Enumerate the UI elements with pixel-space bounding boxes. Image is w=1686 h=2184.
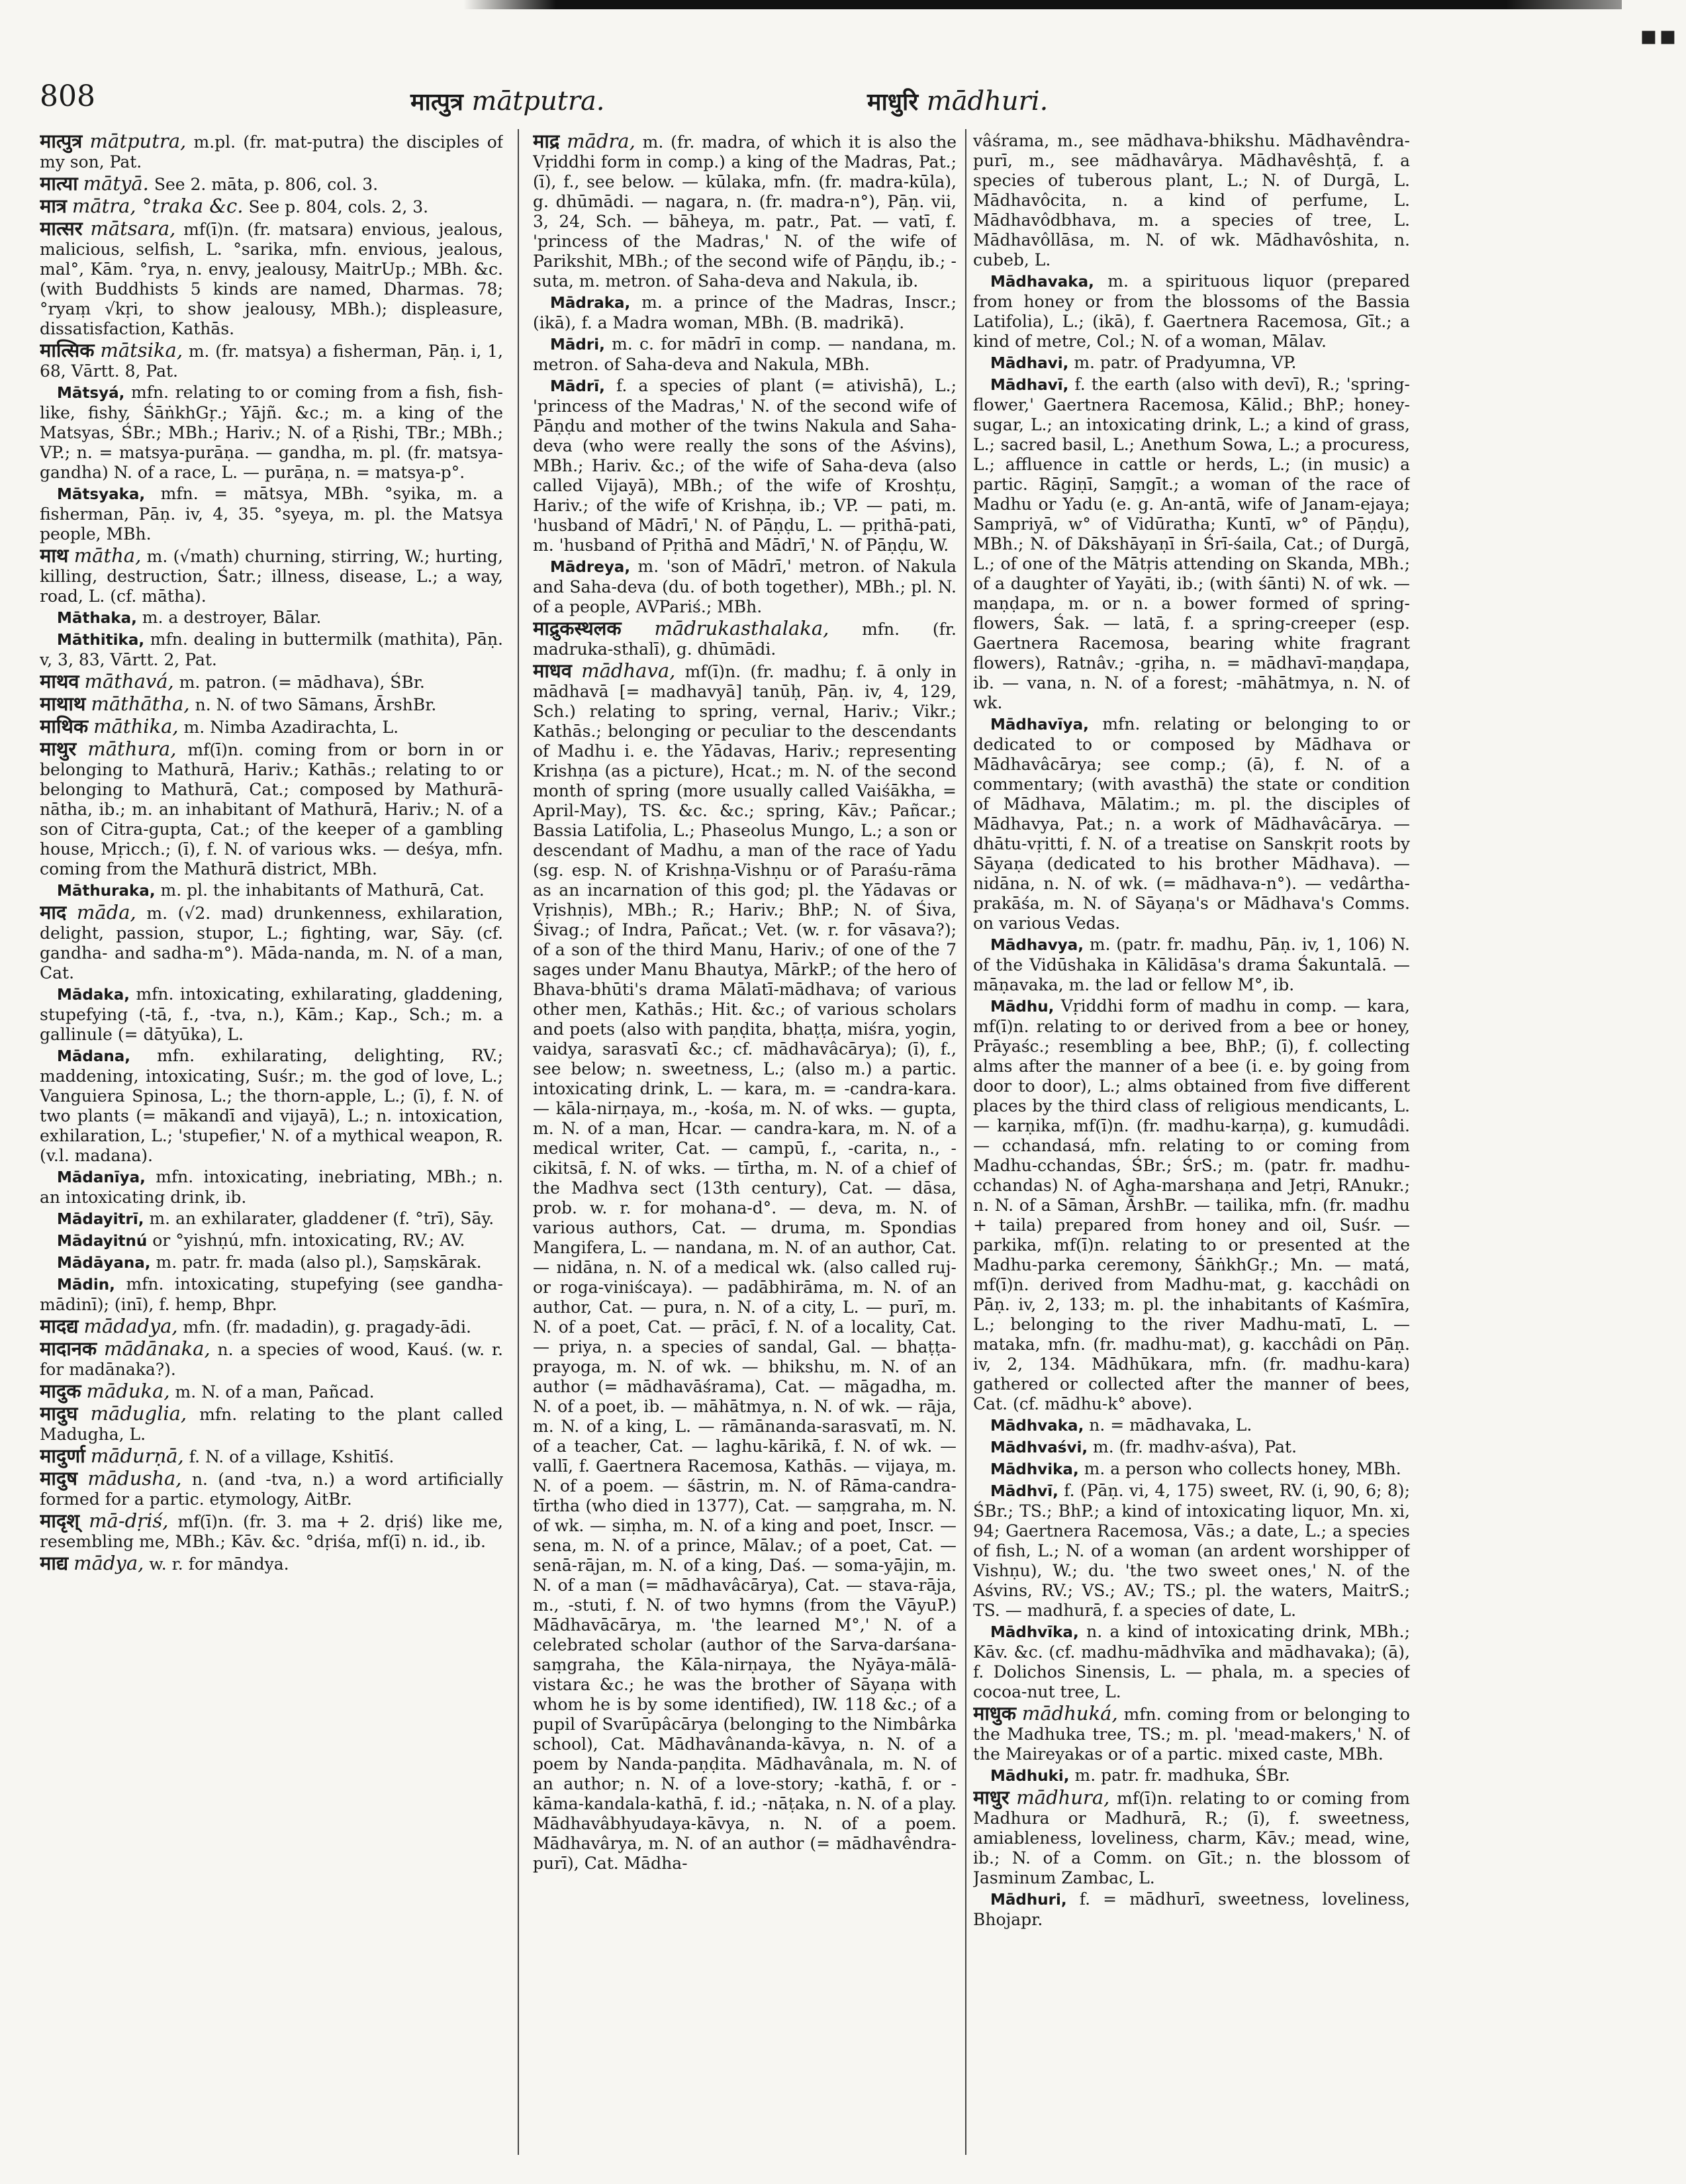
entry-headword: mādrukasthalaka, <box>654 617 829 640</box>
dictionary-subentry <box>973 1622 1410 1702</box>
entry-devanagari: मादद्य <box>40 1315 79 1337</box>
entry-definition: m. (fr. madra, of which it is also the Vṛiddhi form in comp.) a king of the Madras, Pat.; (ī), f., see below. — kūlaka, mfn. (fr. madra-kūla), g. dhūmādi. — nagara, n. (fr. madra-n°), Pāṇ. vii, 3, 24, Sch. — bāheya, m. patr., Pat. — vatī, f. 'princess of the Madras,' N. of the wife of Parikshit, MBh.; of the second wife of Pāṇḍu, ib.; -suta, m. metron. of Saha-deva and Nakula, ib. <box>533 132 957 291</box>
entry-definition: m. N. of a man, Pañcad. <box>169 1382 375 1401</box>
entry-definition: m. patr. fr. madhuka, ŚBr. <box>1069 1766 1290 1785</box>
entry-devanagari: माद <box>40 901 67 924</box>
entry-headword: māthātha, <box>91 692 190 715</box>
dictionary-entry <box>40 716 503 737</box>
entry-headword: Mādanīya, <box>57 1169 146 1186</box>
dictionary-entry <box>533 618 957 659</box>
entry-headword: Mādraka, <box>550 295 631 312</box>
dictionary-subentry <box>533 293 957 333</box>
dictionary-entry <box>40 739 503 879</box>
entry-definition: m. 'son of Mādrī,' metron. of Nakula and Saha-deva (du. of both together), MBh.; pl. N. of a people, AVPariś.; MBh. <box>533 557 957 616</box>
dictionary-subentry <box>973 1459 1410 1480</box>
scan-edge-bar <box>463 0 1622 9</box>
entry-headword: mā-dṛiś, <box>89 1509 169 1532</box>
entry-definition: f. a species of plant (= ativishā), L.; 'princess of the Madras,' N. of the second wife of Pāṇḍu and mother of the twins Nakula and Saha-deva (who were really the sons of the Aśvins), MBh.; Hariv. &c.; of the wife of Saha-deva (also called Vijayā), MBh.; of the wife of Kroshṭu, Hariv.; of the wife of Krishṇa, ib.; VP. — pati, m. 'husband of Mādrī,' N. of Pāṇḍu, L. — pṛithā-pati, m. 'husband of Pṛithā and Mādrī,' N. of Pāṇḍu, W. <box>533 376 957 555</box>
entry-definition: mfn. relating or belonging to or dedicated to or composed by Mādhava or Mādhavâcārya; see comp.; (ā), f. N. of a commentary; (with avasthā) the state or condition of Mādhava, Mālatim.; m. pl. the disciples of Mādhavya, Pat.; n. a work of Mādhavâcārya. — dhātu-vṛitti, f. N. of a treatise on Sanskṛit roots by Sāyaṇa (dedicated to his brother Mādhava). — nidāna, n. N. of wk. (= mādhava-n°). — vedârtha-prakāśa, m. N. of Sāyaṇa's or Mādhava's Comms. on various Vedas. <box>973 714 1410 933</box>
entry-definition: m. pl. the inhabitants of Mathurā, Cat. <box>155 880 485 900</box>
entry-headword: Mādreya, <box>550 559 631 576</box>
dictionary-entry <box>40 173 503 195</box>
entry-headword: mātsika, <box>100 339 183 361</box>
dictionary-subentry <box>973 353 1410 373</box>
entry-definition: mfn. intoxicating, stupefying (see gandha-mādinī); (inī), f. hemp, Bhpr. <box>40 1274 503 1314</box>
entry-headword: Māthaka, <box>57 610 137 627</box>
entry-definition: mfn. = mātsya, MBh. °syika, m. a fisherman, Pāṇ. iv, 4, 35. °syeya, m. pl. the Matsya people, MBh. <box>40 484 503 544</box>
dictionary-subentry <box>973 1766 1410 1786</box>
entry-definition: m. Nimba Azadirachta, L. <box>178 718 399 737</box>
entry-headword: Mātsyaka, <box>57 486 146 503</box>
running-head-right-transliteration: mādhuri. <box>926 86 1049 117</box>
entry-devanagari: मादुघ <box>40 1402 78 1425</box>
entry-devanagari: मादानक <box>40 1337 97 1360</box>
entry-headword: mātha, <box>73 544 142 567</box>
entry-headword: Mātsyá, <box>57 385 125 402</box>
running-head-left-transliteration: mātputra. <box>471 86 605 117</box>
entry-headword: māduka, <box>86 1380 170 1402</box>
entry-definition: vâśrama, m., see mādhava-bhikshu. Mādhavêndra-purī, m., see mādhavârya. Mādhavêshṭā, f. a species of tuberous plant, L.; N. of Durgā, L. Mādhavôcita, n. a kind of perfume, L. Mādhavôdbhava, m. a species of tree, L. Mādhavôllāsa, m. N. of wk. Mādhavôshita, n. cubeb, L. <box>973 131 1410 269</box>
dictionary-column-2 <box>533 131 957 2157</box>
entry-headword: Mādhvika, <box>990 1461 1079 1478</box>
entry-devanagari: मादुष <box>40 1467 78 1490</box>
dictionary-subentry <box>973 935 1410 995</box>
entry-definition: mfn. exhilarating, delighting, RV.; maddening, intoxicating, Suśr.; m. the god of love, L.; Vanguiera Spinosa, L.; the thorn-apple, L.; (ī), f. N. of two plants (= mākandī and vijayā), L.; n. intoxication, exhilaration, L.; 'stupefier,' N. of a mythical weapon, R. (v.l. madana). <box>40 1046 503 1165</box>
entry-definition: m. an exhilarater, gladdener (f. °trī), Sāy. <box>144 1209 494 1228</box>
entry-definition: m.pl. (fr. mat-putra) the disciples of my son, Pat. <box>40 132 503 171</box>
column-divider <box>518 129 519 2155</box>
entry-headword: mātyā. <box>83 172 149 195</box>
dictionary-entry <box>40 196 503 217</box>
entry-definition: mfn. intoxicating, inebriating, MBh.; n. an intoxicating drink, ib. <box>40 1167 503 1207</box>
entry-headword: Mādhvīka, <box>990 1624 1079 1641</box>
entry-devanagari: माथाथ <box>40 692 86 715</box>
entry-definition: m. a spirituous liquor (prepared from honey or from the blossoms of the Bassia Latifolia), L.; (ikā), f. Gaertnera Racemosa, Gīt.; a kind of metre, Col.; N. of a woman, Mālav. <box>973 271 1410 351</box>
entry-headword: māthavá, <box>84 670 174 692</box>
dictionary-subentry <box>533 557 957 617</box>
running-head-right-devanagari: माधुरि <box>867 89 919 116</box>
dictionary-subentry <box>40 1209 503 1229</box>
dictionary-subentry <box>40 984 503 1045</box>
dictionary-entry <box>40 131 503 172</box>
dictionary-subentry <box>40 880 503 901</box>
entry-definition: f. (Pāṇ. vi, 4, 175) sweet, RV. (i, 90, 6; 8); ŚBr.; TS.; BhP.; a kind of intoxicating liquor, Mn. xi, 94; Gaertnera Racemosa, Vās.; a date, L.; a species of fish, L.; N. of a woman (an ardent worshipper of Vishṇu), W.; du. 'the two sweet ones,' N. of the Aśvins, RV.; VS.; AV.; TS.; pl. the waters, MaitrS.; TS. — madhurā, f. a species of date, L. <box>973 1481 1410 1620</box>
dictionary-entry <box>40 1316 503 1337</box>
entry-definition: m. a destroyer, Bālar. <box>136 608 322 627</box>
dictionary-subentry <box>40 1253 503 1273</box>
dictionary-subentry <box>973 1481 1410 1621</box>
entry-headword: mātputra, <box>89 131 187 152</box>
entry-definition: mf(ī)n. (fr. matsara) envious, jealous, malicious, selfish, L. °sarika, mfn. envious, jealous, mal°, Kām. °rya, n. envy, jealousy, MaitrUp.; MBh. &c. (with Buddhists 5 kinds are named, Dharmas. 78; °ryaṃ √kṛi, to show jealousy, MBh.); displeasure, dissatisfaction, Kathās. <box>40 220 503 338</box>
dictionary-entry <box>40 1446 503 1467</box>
dictionary-entry <box>40 340 503 381</box>
dictionary-entry <box>533 131 957 291</box>
entry-definition: m. (fr. matsya) a fisherman, Pāṇ. i, 1, 68, Vārtt. 8, Pat. <box>40 342 503 381</box>
entry-headword: Mādayitrī, <box>57 1211 144 1228</box>
entry-definition: n. (and -tva, n.) a word artificially formed for a partic. etymology, AitBr. <box>40 1470 503 1509</box>
entry-definition: m. (patr. fr. madhu, Pāṇ. iv, 1, 106) N. of the Vidūshaka in Kālidāsa's drama Śakuntalā. — māṇavaka, m. the lad or fellow M°, ib. <box>973 935 1410 994</box>
dictionary-subentry <box>40 630 503 670</box>
entry-headword: Mādhavya, <box>990 937 1084 954</box>
entry-headword: mādhava, <box>581 659 676 682</box>
entry-devanagari: माधव <box>533 659 572 682</box>
entry-headword: mātra, °traka &c. <box>71 195 244 217</box>
dictionary-column-3 <box>973 131 1410 2157</box>
entry-headword: Mādrī, <box>550 378 605 395</box>
dictionary-entry <box>40 1403 503 1445</box>
entry-headword: Mādhuri, <box>990 1891 1067 1909</box>
entry-definition: mfn. relating to or coming from a fish, fish-like, fishy, ŚāṅkhGṛ.; Yājñ. &c.; m. a king of the Matsyas, ŚBr.; MBh.; Hariv.; N. of a Ṛishi, TBr.; MBh.; VP.; n. = matsya-purāṇa. — gandha, m. pl. (fr. matsya-gandha) N. of a race, L. — purāṇa, n. = matsya-p°. <box>40 383 503 482</box>
entry-definition: See p. 804, cols. 2, 3. <box>243 197 429 216</box>
dictionary-subentry <box>40 383 503 483</box>
dictionary-subentry <box>973 375 1410 713</box>
dictionary-entry <box>40 218 503 339</box>
dictionary-subentry <box>973 271 1410 352</box>
entry-headword: Mādāyana, <box>57 1255 151 1272</box>
scan-corner-mark: ▪ ▪ <box>1639 20 1673 51</box>
dictionary-entry <box>40 694 503 715</box>
dictionary-entry <box>40 902 503 983</box>
entry-definition: mf(ī)n. coming from or born in or belonging to Mathurā, Hariv.; Kathās.; relating to or belonging to Mathurā, Cat.; composed by Mathurā-nātha, ib.; m. an inhabitant of Mathurā, Hariv.; N. of a son of Citra-gupta, Cat.; of the keeper of a gambling house, Mṛicch.; (ī), f. N. of various wks. — deśya, mfn. coming from the Mathurā district, MBh. <box>40 740 503 878</box>
entry-headword: mādadya, <box>83 1315 178 1337</box>
entry-headword: Māthitika, <box>57 632 145 649</box>
entry-definition: m. (√2. mad) drunkenness, exhilaration, delight, passion, stupor, L.; fighting, war, Sāy. (cf. gandha- and sadha-m°). Māda-nanda, m. N. of a man, Cat. <box>40 904 503 982</box>
dictionary-entry <box>40 1553 503 1574</box>
entry-devanagari: माथ <box>40 544 69 567</box>
entry-definition: n. N. of two Sāmans, ĀrshBr. <box>189 695 437 714</box>
entry-definition: f. the earth (also with devī), R.; 'spring-flower,' Gaertnera Racemosa, Kālid.; BhP.; honey-sugar, L.; an intoxicating drink, L.; a kind of grass, L.; sacred basil, L.; Anethum Sowa, L.; a procuress, L.; affluence in cattle or herds, L.; (in music) a partic. Rāgiṇī, Saṃgīt.; a woman of the race of Madhu or Yadu (e. g. An-antā, wife of Janam-ejaya; Sampriyā, w° of Vidūratha; Kuntī, w° of Pāṇḍu), MBh.; N. of Dākshāyaṇī in Śrī-śaila, Cat.; of Durgā, L.; of one of the Mātṛis attending on Skanda, MBh.; of a daughter of Yayāti, ib.; (with śānti) N. of wk. — maṇḍapa, m. or n. a bower formed of spring-flowers, Śak. — latā, f. a spring-creeper (esp. Gaertnera Racemosa, bearing white fragrant flowers), Ratnâv.; -gṛiha, n. = mādhavī-maṇḍapa, ib. — vana, n. N. of a forest; -māhātmya, n. N. of wk. <box>973 375 1410 712</box>
entry-devanagari: मादुक <box>40 1380 81 1402</box>
entry-devanagari: मात्र <box>40 195 67 217</box>
entry-headword: mādurṇā, <box>90 1445 184 1467</box>
entry-headword: mādhuká, <box>1021 1702 1118 1725</box>
entry-devanagari: मादुर्णा <box>40 1445 85 1467</box>
dictionary-subentry <box>973 1415 1410 1436</box>
dictionary-column-1 <box>40 131 503 2157</box>
entry-devanagari: माथिक <box>40 715 89 737</box>
entry-headword: Mādhuki, <box>990 1768 1070 1785</box>
entry-headword: Mādhvaśvi, <box>990 1439 1088 1456</box>
entry-devanagari: मात्पुत्र <box>40 131 83 152</box>
entry-definition: or °yishṇú, mfn. intoxicating, RV.; AV. <box>147 1231 465 1250</box>
entry-headword: Mādayitnú <box>57 1233 148 1250</box>
entry-definition: n. = mādhavaka, L. <box>1084 1415 1252 1435</box>
dictionary-subentry <box>40 1167 503 1208</box>
entry-headword: Mādri, <box>550 336 605 354</box>
entry-headword: Mādana, <box>57 1048 131 1065</box>
dictionary-subentry <box>973 1889 1410 1930</box>
dictionary-entry <box>973 1787 1410 1888</box>
dictionary-subentry <box>533 334 957 375</box>
dictionary-subentry <box>40 1274 503 1315</box>
dictionary-subentry <box>973 1437 1410 1458</box>
entry-devanagari: माद्रुकस्थलक <box>533 617 622 640</box>
entry-definition: f. N. of a village, Kshitīś. <box>183 1447 395 1466</box>
entry-definition: mf(ī)n. (fr. 3. ma + 2. dṛiś) like me, resembling me, MBh.; Kāv. &c. °dṛiśa, mf(ī) n. id., ib. <box>40 1512 503 1551</box>
entry-headword: Mādhavī, <box>990 377 1069 394</box>
dictionary-subentry <box>973 996 1410 1414</box>
entry-headword: Mādin, <box>57 1276 115 1294</box>
entry-definition: m. patr. fr. mada (also pl.), Saṃskārak. <box>150 1253 482 1272</box>
entry-devanagari: मात्या <box>40 172 78 195</box>
entry-definition: m. a person who collects honey, MBh. <box>1078 1459 1401 1478</box>
entry-headword: Mādhvī, <box>990 1483 1058 1500</box>
entry-definition: m. c. for mādrī in comp. — nandana, m. metron. of Saha-deva and Nakula, MBh. <box>533 334 957 374</box>
dictionary-entry <box>40 1381 503 1402</box>
entry-headword: māthura, <box>87 737 177 760</box>
entry-headword: mādusha, <box>87 1467 182 1490</box>
entry-headword: māthika, <box>93 715 179 737</box>
dictionary-entry <box>973 1703 1410 1764</box>
entry-headword: mādya, <box>73 1552 144 1574</box>
entry-headword: Mādhavīya, <box>990 716 1089 734</box>
dictionary-subentry <box>533 376 957 555</box>
dictionary-entry <box>40 1339 503 1380</box>
entry-devanagari: माधुक <box>973 1702 1016 1725</box>
entry-definition: mfn. (fr. madadin), g. pragady-ādi. <box>177 1317 471 1337</box>
dictionary-entry <box>973 131 1410 270</box>
entry-devanagari: माधुर <box>973 1786 1009 1809</box>
entry-definition: mf(ī)n. relating to or coming from Madhura or Madhurā, R.; (ī), f. sweetness, amiableness, loveliness, charm, Kāv.; mead, wine, ib.; N. of a Comm. on Gīt.; n. the blossom of Jasminum Zambac, L. <box>973 1789 1410 1887</box>
entry-headword: Mādaka, <box>57 986 130 1004</box>
dictionary-entry <box>40 1511 503 1552</box>
entry-headword: Mādhu, <box>990 998 1054 1016</box>
dictionary-subentry <box>40 1231 503 1251</box>
column-divider <box>965 129 966 2155</box>
entry-definition: mfn. intoxicating, exhilarating, gladdening, stupefying (-tā, f., -tva, n.), Kām.; Kap., Sch.; m. a gallinule (= dātyūka), L. <box>40 984 503 1044</box>
entry-definition: Vṛiddhi form of madhu in comp. — kara, mf(ī)n. relating to or derived from a bee or honey, Prāyaśc.; resembling a bee, BhP.; (ī), f. collecting alms after the manner of a bee (i. e. by going from door to door), L.; alms obtained from five different places by the third class of religious mendicants, L. — karṇika, mf(ī)n. (fr. madhu-karṇa), g. kumudâdi. — cchandasá, mfn. relating to or coming from Madhu-cchandas, ŚBr.; ŚrS.; m. (patr. fr. madhu-cchandas) N. of Agha-marshaṇa and Jetṛi, RAnukr.; n. N. of a Sāman, ĀrshBr. — tailika, mfn. (fr. madhu + taila) prepared from honey and oil, Suśr. — parkika, mf(ī)n. relating to or presented at the Madhu-parka ceremony, ŚāṅkhGṛ.; Mn. — matá, mf(ī)n. derived from Madhu-mat, g. kacchâdi on Pāṇ. iv, 2, 133; m. pl. the inhabitants of Kaśmīra, L.; belonging to the river Madhu-matī, L. — mataka, mfn. (fr. madhu-mat), g. kacchâdi on Pāṇ. iv, 2, 134. Mādhūkara, mfn. (fr. madhu-kara) gathered or collected after the manner of bees, Cat. (cf. mādhu-k° above). <box>973 996 1410 1413</box>
entry-definition: m. a prince of the Madras, Inscr.; (ikā), f. a Madra woman, MBh. (B. madrikā). <box>533 293 957 332</box>
entry-headword: mādānaka, <box>103 1337 211 1360</box>
entry-headword: mātsara, <box>90 217 176 240</box>
entry-definition: f. = mādhurī, sweetness, loveliness, Bhojapr. <box>973 1889 1410 1929</box>
dictionary-entry <box>533 661 957 1874</box>
entry-headword: Mādhavaka, <box>990 273 1094 291</box>
entry-definition: m. (fr. madhv-aśva), Pat. <box>1088 1437 1297 1456</box>
running-head-right <box>867 85 1048 117</box>
entry-headword: māduglia, <box>90 1402 187 1425</box>
dictionary-subentry <box>40 484 503 544</box>
dictionary-entry <box>40 546 503 606</box>
entry-definition: w. r. for māndya. <box>144 1554 289 1574</box>
entry-headword: Māthuraka, <box>57 882 156 900</box>
entry-headword: mādhura, <box>1016 1786 1110 1809</box>
entry-definition: n. a kind of intoxicating drink, MBh.; Kāv. &c. (cf. madhu-mādhvīka and mādhavaka); (ā), f. Dolichos Sinensis, L. — phala, m. a species of cocoa-nut tree, L. <box>973 1622 1410 1701</box>
entry-definition: See 2. māta, p. 806, col. 3. <box>148 175 379 194</box>
entry-definition: mfn. dealing in buttermilk (mathita), Pāṇ. v, 3, 83, Vārtt. 2, Pat. <box>40 630 503 669</box>
dictionary-subentry <box>973 714 1410 933</box>
entry-headword: Mādhvaka, <box>990 1417 1084 1435</box>
entry-definition: n. a species of wood, Kauś. (w. r. for madānaka?). <box>40 1340 503 1379</box>
entry-definition: m. patr. of Pradyumna, VP. <box>1068 353 1297 372</box>
entry-headword: māda, <box>76 901 136 924</box>
dictionary-subentry <box>40 1046 503 1166</box>
entry-devanagari: माथव <box>40 670 79 692</box>
entry-devanagari: मादृश् <box>40 1509 79 1532</box>
entry-devanagari: मात्सर <box>40 217 83 240</box>
dictionary-entry <box>40 671 503 692</box>
entry-devanagari: माद्र <box>533 131 560 152</box>
entry-headword: mādra, <box>567 131 635 152</box>
dictionary-subentry <box>40 608 503 628</box>
entry-devanagari: मात्सिक <box>40 339 95 361</box>
entry-definition: mfn. coming from or belonging to the Madhuka tree, TS.; m. pl. 'mead-makers,' N. of the Maireyakas or of a partic. mixed caste, MBh. <box>973 1705 1410 1764</box>
running-head-left <box>410 85 605 117</box>
entry-definition: m. (√math) churning, stirring, W.; hurting, killing, destruction, Śatr.; illness, disease, L.; a way, road, L. (cf. mātha). <box>40 547 503 606</box>
entry-definition: m. patron. (= mādhava), ŚBr. <box>173 673 425 692</box>
entry-devanagari: माथुर <box>40 737 77 760</box>
page-number: 808 <box>40 79 95 113</box>
entry-definition: mfn. relating to the plant called Madugha, L. <box>40 1405 503 1444</box>
entry-definition: mf(ī)n. (fr. madhu; f. ā only in mādhavā [= madhavyā] tanūḥ, Pāṇ. iv, 4, 129, Sch.) relating to spring, vernal, Hariv.; Vikr.; Kathās.; belonging or peculiar to the descendants of Madhu i. e. the Yādavas, Hariv.; representing Krishṇa (as a picture), Hcat.; m. N. of the second month of spring (more usually called Vaiśākha, = April-May), TS. &c. &c.; spring, Kāv.; Pañcar.; Bassia Latifolia, L.; Phaseolus Mungo, L.; a son or descendant of Madhu, a man of the race of Yadu (sg. esp. N. of Krishṇa-Vishṇu or of Paraśu-rāma as an incarnation of this god; pl. the Yādavas or Vṛishṇis), MBh.; R.; Hariv.; BhP.; N. of Śiva, Śivag.; of Indra, Pañcat.; Vet. (w. r. for vāsava?); of a son of the third Manu, Hariv.; of one of the 7 sages under Manu Bhautya, MārkP.; of the hero of Bhava-bhūti's drama Mālatī-mādhava; of various other men, Kathās.; Hit. &c.; of various scholars and poets (also with paṇḍita, bhaṭṭa, miśra, yogin, vaidya, sarasvatī &c.; cf. mādhavâcārya); (ī), f., see below; n. sweetness, L.; (also m.) a partic. intoxicating drink, L. — kara, m. = -candra-kara. — kāla-nirṇaya, m., -kośa, m. N. of wks. — gupta, m. N. of a man, Hcar. — candra-kara, m. N. of a medical writer, Cat. — campū, f., -carita, n., -cikitsā, f. N. of wks. — tīrtha, m. N. of a chief of the Madhva sect (13th century), Cat. — dāsa, prob. w. r. for mohana-d°. — deva, m. N. of various authors, Cat. — druma, m. Spondias Mangifera, L. — nandana, m. N. of an author, Cat. — nidāna, n. N. of a medical wk. (also called ruj- or roga-viniścaya). — padābhirāma, m. N. of an author, Cat. — pura, n. N. of a city, L. — purī, m. N. of a poet, Cat. — prācī, f. N. of a locality, Cat. — priya, n. a species of sandal, Gal. — bhaṭṭa-prayoga, m. N. of wk. — bhikshu, m. N. of an author (= mādhavāśrama), Cat. — māgadha, m. N. of a poet, ib. — māhātmya, n. N. of wk. — rāja, m. N. of a king, L. — rāmānanda-sarasvatī, m. N. of a teacher, Cat. — laghu-kārikā, f. N. of wk. — vallī, f. Gaertnera Racemosa, Kathās. — vijaya, m. N. of a poem. — śāstrin, m. N. of Rāma-candra-tīrtha (who died in 1377), Cat. — saṃgraha, m. N. of wk. — siṃha, m. N. of a king and poet, Inscr. — sena, m. N. of a prince, Mālav.; of a poet, Cat. — senā-rājan, m. N. of a king, Daś. — soma-yājin, m. N. of a man (= mādhavâcārya), Cat. — stava-rāja, m., -stuti, f. N. of two hymns (from the VāyuP.) Mādhavācārya, m. 'the learned M°,' N. of a celebrated scholar (author of the Sarva-darśana-saṃgraha, the Kāla-nirṇaya, the Nyāya-mālā-vistara &c.; he was the brother of Sāyaṇa with whom he is by some identified), IW. 118 &c.; of a pupil of Svarūpâcārya (belonging to the Nimbârka school), Cat. Mādhavânanda-kāvya, n. N. of a poem by Nanda-paṇḍita. Mādhavânala, m. N. of an author; n. N. of a love-story; -kathā, f. or -kāma-kandala-kathā, f. id.; -nāṭaka, n. N. of a play. Mādhavâbhyudaya-kāvya, n. N. of a poem. Mādhavârya, m. N. of an author (= mādhavêndra-purī), Cat. Mādha- <box>533 662 957 1873</box>
entry-headword: Mādhavi, <box>990 355 1069 372</box>
running-head-left-devanagari: मात्पुत्र <box>410 89 463 116</box>
entry-devanagari: माद्य <box>40 1552 69 1574</box>
dictionary-entry <box>40 1468 503 1509</box>
entry-definition: mfn. (fr. madruka-sthalī), g. dhūmādi. <box>533 620 957 659</box>
